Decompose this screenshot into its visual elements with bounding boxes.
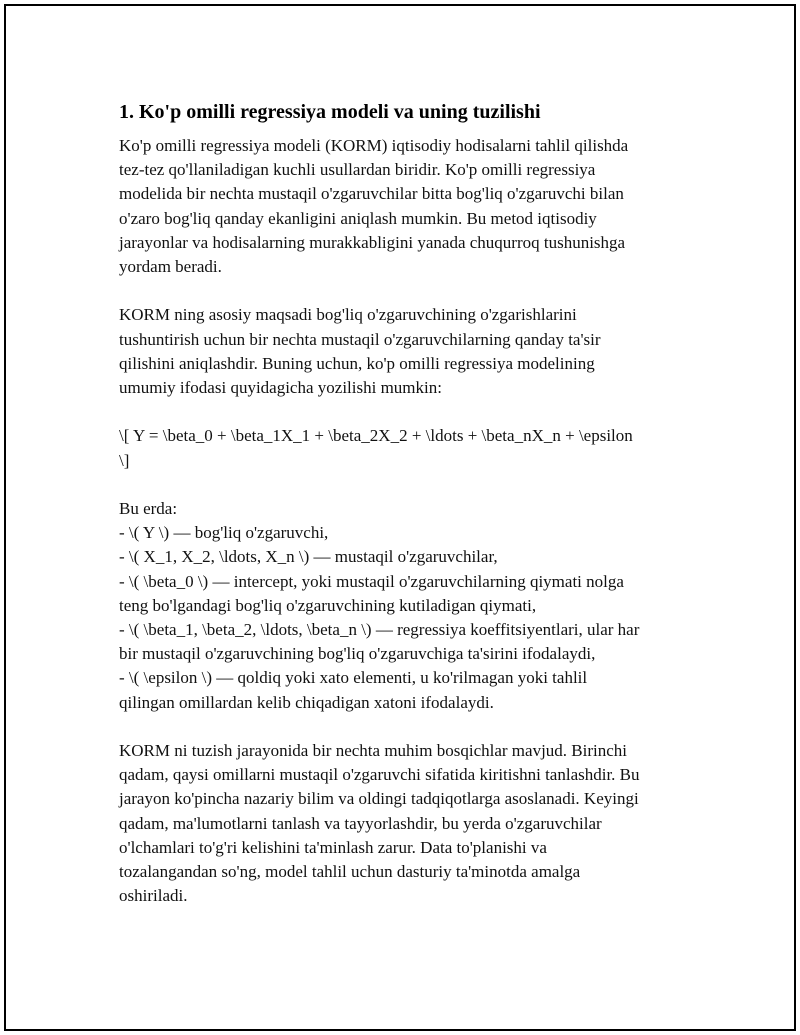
document-body: [119, 98, 699, 933]
paragraph-purpose: KORM ning asosiy maqsadi bog'liq o'zgaruvchining o'zgarishlarini tushuntirish uchun bir nechta mustaqil o'zgaruvchilarning qanday ta'sir qilishini aniqlashdir. Buning uchun, ko'p omilli regressiya modelining umumiy ifodasi quyidagicha yozilishi mumkin:: [119, 305, 601, 398]
paragraph-steps: KORM ni tuzish jarayonida bir nechta muhim bosqichlar mavjud. Birinchi qadam, qaysi omillarni mustaqil o'zgaruvchi sifatida kiritishni tanlashdir. Bu jarayon ko'pincha nazariy bilim va oldingi tadqiqotlarga asoslanadi. Keyingi qadam, ma'lumotlarni tanlash va tayyorlashdir, bu yerda o'zgaruvchilar o'lchamlari to'g'ri kelishini ta'minlash zarur. Data to'planishi va tozalangandan so'ng, model tahlil uchun dasturiy ta'minotda amalga oshiriladi.: [119, 741, 640, 906]
list-item: - \( Y \) — bog'liq o'zgaruvchi,: [119, 523, 329, 543]
definitions-intro: Bu erda:: [119, 499, 178, 518]
paragraph-intro: Ko'p omilli regressiya modeli (KORM) iqtisodiy hodisalarni tahlil qilishda tez-tez qo'llaniladigan kuchli usullardan biridir. Ko'p omilli regressiya modelida bir nechta mustaqil o'zgaruvchilar bitta bog'liq o'zgaruvchi bilan o'zaro bog'liq qanday ekanligini aniqlash mumkin. Bu metod iqtisodiy jarayonlar va hodisalarning murakkabligini yanada chuqurroq tushunishga yordam beradi.: [119, 136, 629, 277]
page-frame: [4, 4, 796, 1031]
list-item: - \( \epsilon \) — qoldiq yoki xato elementi, u ko'rilmagan yoki tahlil qilingan omillardan kelib chiqadigan xatoni ifodalaydi.: [119, 668, 588, 712]
section-heading: 1. Ko'p omilli regressiya modeli va uning tuzilishi: [119, 101, 541, 123]
list-item: - \( \beta_1, \beta_2, \ldots, \beta_n \) — regressiya koeffitsiyentlari, ular har bir mustaqil o'zgaruvchining bog'liq o'zgaruvchiga ta'sirini ifodalaydi,: [119, 620, 640, 664]
regression-formula: \[ Y = \beta_0 + \beta_1X_1 + \beta_2X_2 + \ldots + \beta_nX_n + \epsilon \]: [119, 426, 633, 470]
list-item: - \( X_1, X_2, \ldots, X_n \) — mustaqil o'zgaruvchilar,: [119, 547, 498, 567]
definitions-list: [119, 497, 699, 715]
list-item: - \( \beta_0 \) — intercept, yoki mustaqil o'zgaruvchilarning qiymati nolga teng bo'lgandagi bog'liq o'zgaruvchining kutiladigan qiymati,: [119, 571, 624, 615]
